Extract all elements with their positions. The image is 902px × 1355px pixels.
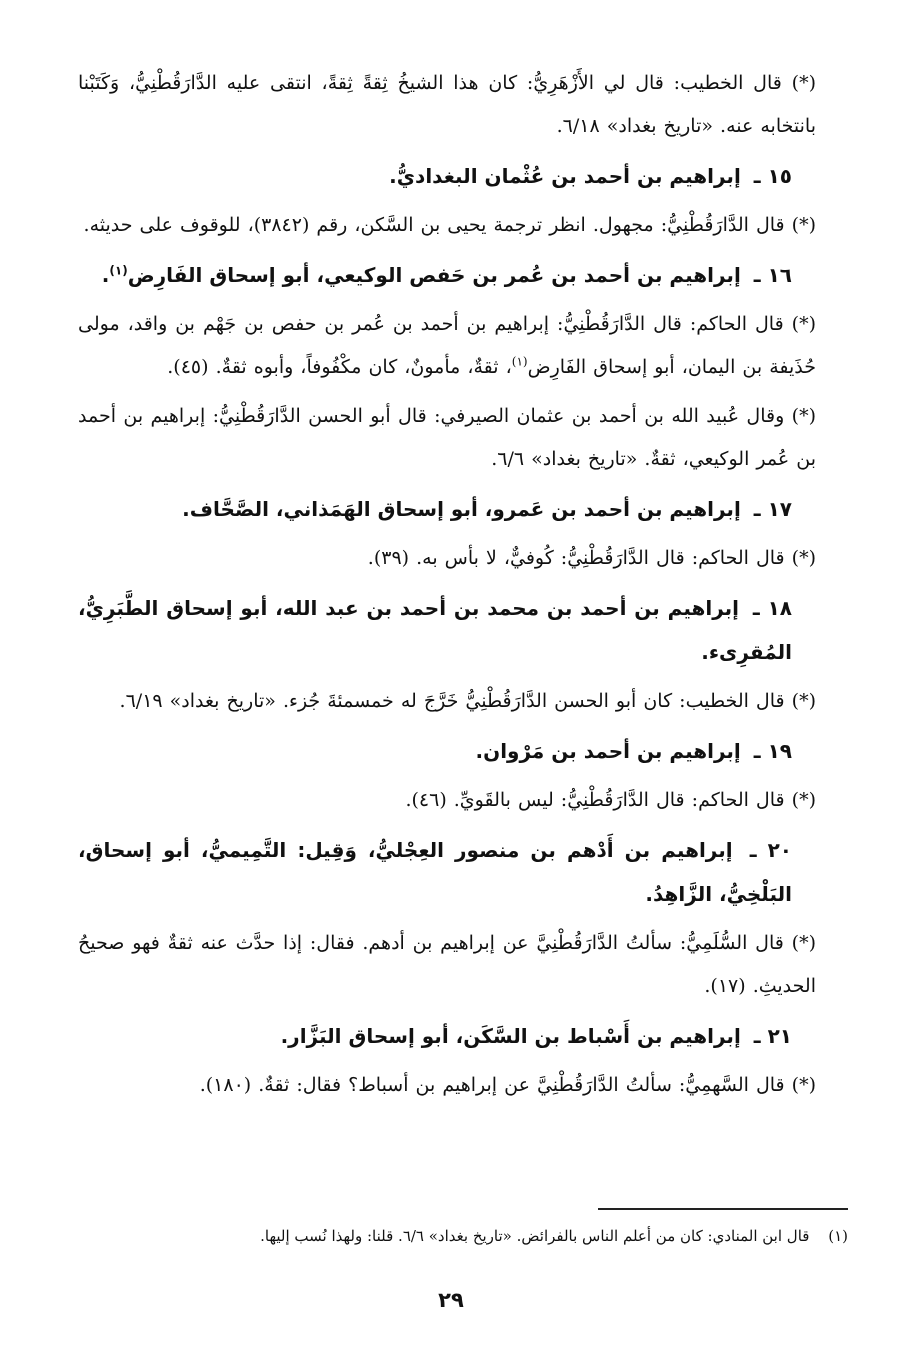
asterisk-marker: (*) [791,690,816,712]
asterisk-marker: (*) [791,405,816,427]
paragraph [78,537,816,580]
footnote [78,1222,848,1250]
footnote-text: قال ابن المنادي: كان من أعلم الناس بالفرائض. «تاريخ بغداد» ٦/٦. قلنا: ولهذا نُسب إليها. [260,1227,810,1245]
footnote-separator [598,1208,848,1210]
entry-end: . [101,263,110,287]
entry-name: إبراهيم بن أحمد بن عُمر بن حَفص الوكيعي، أبو إسحاق الفَارِض [127,263,741,287]
entry-heading-20 [78,828,816,916]
entry-name: إبراهيم بن أحمد بن مَرْوان. [475,739,741,763]
asterisk-marker: (*) [791,72,816,94]
page-number: ٢٩ [438,1288,464,1312]
entry-heading-17 [78,487,816,531]
entry-heading-15 [78,154,816,198]
paragraph-text: قال الحاكم: قال الدَّارَقُطْنِيُّ: كُوفيٌّ، لا بأس به. (٣٩). [367,547,785,569]
footnote-reference: (١) [511,354,528,369]
page-body [78,62,816,1113]
asterisk-marker: (*) [791,1074,816,1096]
entry-number: ١٧ ـ [753,497,792,521]
entry-name: إبراهيم بن أَسْباط بن السَّكَن، أبو إسحاق البَزَّار. [280,1024,741,1048]
entry-name: إبراهيم بن أحمد بن عُثْمان البغداديُّ. [389,164,741,188]
entry-name: إبراهيم بن أَدْهم بن منصور العِجْليُّ، وَقِيل: التَّمِيميُّ، أبو إسحاق، البَلْخِيُّ، الزَّاهِدُ. [78,838,792,906]
paragraph-text: قال الحاكم: قال الدَّارَقُطْنِيُّ: ليس بالقَويِّ. (٤٦). [405,789,785,811]
paragraph [78,779,816,822]
paragraph-text: قال الخطيب: كان أبو الحسن الدَّارَقُطْنِيُّ خَرَّجَ له خمسمئةَ جُزء. «تاريخ بغداد» ٦/١٩. [119,690,785,712]
entry-number: ٢١ ـ [753,1024,792,1048]
entry-name: إبراهيم بن أحمد بن عَمرو، أبو إسحاق الهَمَذاني، الصَّحَّاف. [182,497,741,521]
entry-heading-21 [78,1014,816,1058]
paragraph-text: قال الحاكم: قال الدَّارَقُطْنِيُّ: إبراهيم بن أحمد بن عُمر بن حفص بن جَهْم بن واقد، مولى حُذَيفة بن اليمان، أبو إسحاق الفَارِض [78,313,816,378]
paragraph-text: وقال عُبيد الله بن أحمد بن عثمان الصيرفي: قال أبو الحسن الدَّارَقُطْنِيُّ: إبراهيم بن أحمد بن عُمر الوكيعي، ثقةٌ. «تاريخ بغداد» ٦/٦. [78,405,816,470]
entry-number: ١٨ ـ [752,596,792,620]
footnote-number: (١) [828,1227,848,1245]
asterisk-marker: (*) [791,547,816,569]
asterisk-marker: (*) [791,789,816,811]
entry-number: ٢٠ ـ [749,838,792,862]
paragraph [78,62,816,148]
paragraph [78,922,816,1008]
entry-number: ١٥ ـ [753,164,792,188]
paragraph-text: قال الخطيب: قال لي الأَزْهَرِيُّ: كان هذا الشيخُ ثِقةً ثِقةً، انتقى عليه الدَّارَقُطْنِيُّ، وَكَتَبْنا بانتخابه عنه. «تاريخ بغداد» ٦/١٨. [78,72,816,137]
paragraph-text-continued: ، ثقةٌ، مأمونٌ، كان مكْفُوفاً، وأبوه ثقةٌ. (٤٥). [167,356,512,378]
entry-heading-16 [78,253,816,297]
paragraph [78,204,816,247]
paragraph-text: قال السَّهمِيُّ: سألتُ الدَّارَقُطْنِيَّ عن إبراهيم بن أسباط؟ فقال: ثقةٌ. (١٨٠). [199,1074,785,1096]
asterisk-marker: (*) [791,313,816,335]
paragraph [78,1064,816,1107]
entry-number: ١٩ ـ [753,739,792,763]
asterisk-marker: (*) [791,932,816,954]
paragraph [78,680,816,723]
entry-heading-19 [78,729,816,773]
paragraph [78,395,816,481]
paragraph [78,303,816,389]
paragraph-text: قال الدَّارَقُطْنِيُّ: مجهول. انظر ترجمة يحيى بن السَّكن، رقم (٣٨٤٢)، للوقوف على حديثه. [83,214,785,236]
asterisk-marker: (*) [791,214,816,236]
entry-heading-18 [78,586,816,674]
entry-name: إبراهيم بن أحمد بن محمد بن أحمد بن عبد الله، أبو إسحاق الطَّبَرِيُّ، المُقرِىء. [78,596,792,664]
footnote-reference: (١) [109,263,128,278]
paragraph-text: قال السُّلَمِيُّ: سألتُ الدَّارَقُطْنِيَّ عن إبراهيم بن أدهم. فقال: إذا حدَّث عنه ثقةٌ فهو صحيحُ الحديثِ. (١٧). [78,932,816,997]
entry-number: ١٦ ـ [753,263,792,287]
